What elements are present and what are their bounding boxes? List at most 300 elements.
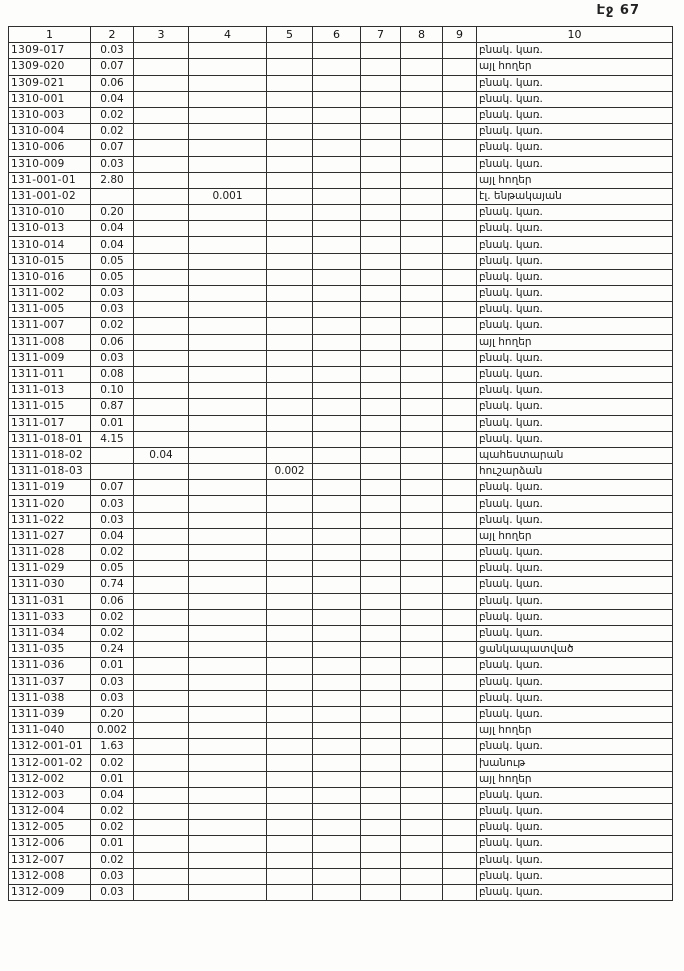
value-cell — [313, 658, 361, 674]
value-cell — [401, 464, 443, 480]
value-cell — [401, 124, 443, 140]
table-row — [9, 820, 673, 836]
value-cell — [189, 561, 267, 577]
value-cell — [134, 771, 189, 787]
value-cell: 0.06 — [91, 334, 134, 350]
value-cell — [443, 593, 477, 609]
value-cell — [267, 593, 313, 609]
table-row — [9, 836, 673, 852]
value-cell — [361, 464, 401, 480]
table-row — [9, 723, 673, 739]
value-cell — [361, 415, 401, 431]
value-cell — [401, 43, 443, 59]
value-cell — [134, 188, 189, 204]
land-use-cell: բնակ. կառ. — [477, 91, 673, 107]
table-row — [9, 561, 673, 577]
value-cell: 0.06 — [91, 593, 134, 609]
table-row — [9, 642, 673, 658]
value-cell — [189, 172, 267, 188]
parcel-code-cell: 1310-004 — [9, 124, 91, 140]
value-cell — [313, 350, 361, 366]
land-use-cell: բնակ. կառ. — [477, 512, 673, 528]
value-cell — [267, 91, 313, 107]
value-cell — [443, 269, 477, 285]
column-header: 3 — [134, 27, 189, 43]
value-cell — [134, 464, 189, 480]
value-cell: 0.03 — [91, 512, 134, 528]
value-cell — [401, 609, 443, 625]
value-cell — [267, 156, 313, 172]
value-cell — [313, 755, 361, 771]
value-cell — [189, 723, 267, 739]
value-cell — [313, 804, 361, 820]
value-cell — [189, 286, 267, 302]
value-cell — [313, 253, 361, 269]
land-use-cell: բնակ. կառ. — [477, 609, 673, 625]
value-cell — [361, 723, 401, 739]
value-cell: 0.02 — [91, 124, 134, 140]
value-cell — [267, 545, 313, 561]
value-cell — [361, 852, 401, 868]
table-row — [9, 625, 673, 641]
value-cell — [313, 787, 361, 803]
value-cell — [361, 496, 401, 512]
value-cell — [443, 771, 477, 787]
land-parcels-table — [8, 26, 673, 901]
land-use-cell: բնակ. կառ. — [477, 787, 673, 803]
land-use-cell: բնակ. կառ. — [477, 124, 673, 140]
parcel-code-cell: 1310-014 — [9, 237, 91, 253]
value-cell — [267, 237, 313, 253]
value-cell — [189, 334, 267, 350]
table-row — [9, 609, 673, 625]
parcel-code-cell: 1311-017 — [9, 415, 91, 431]
value-cell — [134, 237, 189, 253]
value-cell — [401, 399, 443, 415]
value-cell — [313, 269, 361, 285]
value-cell — [443, 884, 477, 900]
value-cell: 2.80 — [91, 172, 134, 188]
value-cell — [361, 124, 401, 140]
value-cell: 0.03 — [91, 302, 134, 318]
table-row — [9, 75, 673, 91]
parcel-code-cell: 1310-015 — [9, 253, 91, 269]
value-cell — [189, 431, 267, 447]
table-row — [9, 350, 673, 366]
table-row — [9, 334, 673, 350]
table-row — [9, 59, 673, 75]
value-cell — [361, 512, 401, 528]
value-cell — [189, 690, 267, 706]
land-use-cell: բնակ. կառ. — [477, 625, 673, 641]
value-cell — [361, 350, 401, 366]
value-cell — [443, 625, 477, 641]
parcel-code-cell: 1312-005 — [9, 820, 91, 836]
table-row — [9, 156, 673, 172]
value-cell — [443, 690, 477, 706]
table-row — [9, 577, 673, 593]
value-cell — [267, 787, 313, 803]
value-cell — [361, 447, 401, 463]
land-use-cell: պահեստարան — [477, 447, 673, 463]
value-cell — [443, 447, 477, 463]
land-use-cell: բնակ. կառ. — [477, 350, 673, 366]
value-cell — [361, 237, 401, 253]
value-cell — [401, 383, 443, 399]
land-use-cell: բնակ. կառ. — [477, 43, 673, 59]
value-cell: 0.87 — [91, 399, 134, 415]
value-cell — [267, 642, 313, 658]
value-cell — [361, 755, 401, 771]
value-cell — [443, 496, 477, 512]
value-cell — [267, 59, 313, 75]
value-cell: 0.03 — [91, 43, 134, 59]
value-cell — [443, 739, 477, 755]
table-row — [9, 107, 673, 123]
value-cell — [443, 302, 477, 318]
value-cell — [267, 188, 313, 204]
value-cell — [313, 674, 361, 690]
value-cell — [134, 755, 189, 771]
value-cell: 0.04 — [134, 447, 189, 463]
value-cell — [443, 545, 477, 561]
value-cell — [267, 577, 313, 593]
parcel-code-cell: 1311-018-02 — [9, 447, 91, 463]
value-cell — [401, 447, 443, 463]
parcel-code-cell: 1311-036 — [9, 658, 91, 674]
land-use-cell: բնակ. կառ. — [477, 739, 673, 755]
value-cell — [313, 480, 361, 496]
value-cell: 1.63 — [91, 739, 134, 755]
table-row — [9, 91, 673, 107]
value-cell — [401, 156, 443, 172]
value-cell — [313, 609, 361, 625]
parcel-code-cell: 1312-001-01 — [9, 739, 91, 755]
value-cell — [313, 771, 361, 787]
value-cell — [134, 383, 189, 399]
land-use-cell: բնակ. կառ. — [477, 706, 673, 722]
table-row — [9, 205, 673, 221]
land-use-cell: այլ հողեր — [477, 334, 673, 350]
value-cell — [443, 59, 477, 75]
value-cell — [401, 593, 443, 609]
value-cell — [361, 561, 401, 577]
value-cell — [361, 188, 401, 204]
value-cell: 0.05 — [91, 253, 134, 269]
table-row — [9, 690, 673, 706]
parcel-code-cell: 1310-009 — [9, 156, 91, 172]
column-header: 9 — [443, 27, 477, 43]
land-use-cell: բնակ. կառ. — [477, 674, 673, 690]
value-cell — [189, 706, 267, 722]
value-cell — [267, 836, 313, 852]
table-row — [9, 43, 673, 59]
value-cell — [313, 156, 361, 172]
value-cell — [443, 658, 477, 674]
value-cell: 0.07 — [91, 59, 134, 75]
value-cell — [189, 658, 267, 674]
value-cell: 0.20 — [91, 706, 134, 722]
value-cell: 0.10 — [91, 383, 134, 399]
land-use-cell: բնակ. կառ. — [477, 545, 673, 561]
value-cell — [313, 318, 361, 334]
land-use-cell: բնակ. կառ. — [477, 884, 673, 900]
value-cell — [401, 706, 443, 722]
value-cell: 0.01 — [91, 415, 134, 431]
value-cell — [443, 156, 477, 172]
table-row — [9, 221, 673, 237]
value-cell — [443, 91, 477, 107]
parcel-code-cell: 1311-009 — [9, 350, 91, 366]
value-cell — [189, 318, 267, 334]
table-row — [9, 302, 673, 318]
value-cell — [267, 674, 313, 690]
value-cell — [134, 334, 189, 350]
land-use-cell: բնակ. կառ. — [477, 658, 673, 674]
value-cell — [267, 658, 313, 674]
value-cell — [134, 269, 189, 285]
value-cell — [361, 75, 401, 91]
value-cell — [189, 642, 267, 658]
value-cell — [401, 625, 443, 641]
value-cell — [361, 609, 401, 625]
value-cell — [443, 286, 477, 302]
value-cell — [313, 75, 361, 91]
land-use-cell: բնակ. կառ. — [477, 399, 673, 415]
value-cell — [189, 577, 267, 593]
value-cell — [361, 658, 401, 674]
parcel-code-cell: 1311-034 — [9, 625, 91, 641]
value-cell: 0.03 — [91, 868, 134, 884]
value-cell — [189, 836, 267, 852]
value-cell: 0.01 — [91, 771, 134, 787]
land-use-cell: բնակ. կառ. — [477, 577, 673, 593]
parcel-code-cell: 1310-001 — [9, 91, 91, 107]
value-cell — [401, 172, 443, 188]
table-row — [9, 739, 673, 755]
parcel-code-cell: 1311-002 — [9, 286, 91, 302]
value-cell — [443, 188, 477, 204]
value-cell — [134, 399, 189, 415]
value-cell — [189, 852, 267, 868]
value-cell — [134, 205, 189, 221]
parcel-code-cell: 1311-030 — [9, 577, 91, 593]
value-cell — [443, 836, 477, 852]
table-row — [9, 366, 673, 382]
value-cell — [361, 334, 401, 350]
value-cell — [361, 253, 401, 269]
value-cell — [361, 302, 401, 318]
value-cell — [401, 771, 443, 787]
value-cell — [267, 723, 313, 739]
value-cell — [443, 253, 477, 269]
value-cell — [361, 221, 401, 237]
value-cell — [134, 43, 189, 59]
value-cell — [313, 140, 361, 156]
value-cell — [267, 43, 313, 59]
value-cell — [267, 820, 313, 836]
parcel-code-cell: 1311-035 — [9, 642, 91, 658]
value-cell — [134, 512, 189, 528]
value-cell: 0.05 — [91, 269, 134, 285]
parcel-code-cell: 1310-010 — [9, 205, 91, 221]
value-cell — [313, 366, 361, 382]
parcel-code-cell: 1312-001-02 — [9, 755, 91, 771]
value-cell — [313, 399, 361, 415]
value-cell — [134, 496, 189, 512]
value-cell — [401, 302, 443, 318]
value-cell — [267, 221, 313, 237]
parcel-code-cell: 131-001-02 — [9, 188, 91, 204]
value-cell — [401, 140, 443, 156]
table-row — [9, 188, 673, 204]
value-cell: 0.02 — [91, 755, 134, 771]
value-cell — [189, 205, 267, 221]
parcel-code-cell: 1309-017 — [9, 43, 91, 59]
parcel-code-cell: 1312-004 — [9, 804, 91, 820]
column-header: 8 — [401, 27, 443, 43]
parcel-code-cell: 1311-011 — [9, 366, 91, 382]
parcel-code-cell: 1311-037 — [9, 674, 91, 690]
land-use-cell: բնակ. կառ. — [477, 480, 673, 496]
value-cell — [267, 172, 313, 188]
value-cell — [443, 205, 477, 221]
value-cell — [189, 593, 267, 609]
value-cell — [401, 755, 443, 771]
land-use-cell: բնակ. կառ. — [477, 852, 673, 868]
value-cell — [443, 674, 477, 690]
value-cell: 0.08 — [91, 366, 134, 382]
value-cell — [267, 496, 313, 512]
parcel-code-cell: 1312-003 — [9, 787, 91, 803]
value-cell — [313, 593, 361, 609]
value-cell — [189, 350, 267, 366]
value-cell — [401, 221, 443, 237]
value-cell — [267, 447, 313, 463]
column-header: 7 — [361, 27, 401, 43]
value-cell — [189, 868, 267, 884]
table-row — [9, 593, 673, 609]
value-cell — [361, 593, 401, 609]
value-cell — [134, 107, 189, 123]
parcel-code-cell: 1309-020 — [9, 59, 91, 75]
value-cell — [401, 350, 443, 366]
value-cell: 0.03 — [91, 350, 134, 366]
value-cell — [401, 528, 443, 544]
value-cell — [401, 787, 443, 803]
parcel-code-cell: 1311-039 — [9, 706, 91, 722]
value-cell — [361, 107, 401, 123]
value-cell — [267, 286, 313, 302]
value-cell — [267, 334, 313, 350]
value-cell — [361, 771, 401, 787]
value-cell — [134, 286, 189, 302]
value-cell: 0.03 — [91, 156, 134, 172]
value-cell — [267, 528, 313, 544]
value-cell — [361, 787, 401, 803]
land-use-cell: բնակ. կառ. — [477, 269, 673, 285]
table-row — [9, 674, 673, 690]
value-cell — [267, 350, 313, 366]
parcel-code-cell: 1310-003 — [9, 107, 91, 123]
value-cell — [401, 690, 443, 706]
column-header: 1 — [9, 27, 91, 43]
table-row — [9, 658, 673, 674]
value-cell — [189, 156, 267, 172]
parcel-code-cell: 131-001-01 — [9, 172, 91, 188]
value-cell — [401, 642, 443, 658]
value-cell — [313, 43, 361, 59]
value-cell — [267, 302, 313, 318]
value-cell: 0.02 — [91, 609, 134, 625]
parcel-code-cell: 1311-019 — [9, 480, 91, 496]
value-cell — [189, 75, 267, 91]
land-use-cell: բնակ. կառ. — [477, 690, 673, 706]
parcel-code-cell: 1312-002 — [9, 771, 91, 787]
land-use-cell: բնակ. կառ. — [477, 237, 673, 253]
value-cell — [189, 237, 267, 253]
value-cell — [401, 188, 443, 204]
value-cell — [189, 383, 267, 399]
value-cell — [443, 512, 477, 528]
value-cell — [267, 318, 313, 334]
value-cell — [313, 884, 361, 900]
parcel-code-cell: 1311-018-03 — [9, 464, 91, 480]
value-cell — [443, 820, 477, 836]
value-cell — [91, 464, 134, 480]
value-cell — [361, 318, 401, 334]
land-use-cell: խանութ — [477, 755, 673, 771]
value-cell — [313, 447, 361, 463]
value-cell — [361, 739, 401, 755]
land-use-cell: բնակ. կառ. — [477, 318, 673, 334]
value-cell — [361, 545, 401, 561]
table-row — [9, 447, 673, 463]
land-use-cell: այլ հողեր — [477, 59, 673, 75]
value-cell — [134, 75, 189, 91]
value-cell — [189, 528, 267, 544]
value-cell: 0.20 — [91, 205, 134, 221]
value-cell — [267, 366, 313, 382]
value-cell — [134, 124, 189, 140]
value-cell — [134, 156, 189, 172]
land-use-cell: բնակ. կառ. — [477, 156, 673, 172]
value-cell — [401, 205, 443, 221]
land-use-cell: բնակ. կառ. — [477, 836, 673, 852]
value-cell: 0.02 — [91, 625, 134, 641]
value-cell — [189, 625, 267, 641]
value-cell — [313, 59, 361, 75]
value-cell — [401, 318, 443, 334]
value-cell — [443, 431, 477, 447]
value-cell — [361, 286, 401, 302]
column-header: 10 — [477, 27, 673, 43]
table-row — [9, 787, 673, 803]
parcel-code-cell: 1312-006 — [9, 836, 91, 852]
parcel-code-cell: 1311-040 — [9, 723, 91, 739]
value-cell — [267, 512, 313, 528]
value-cell — [189, 140, 267, 156]
table-row — [9, 318, 673, 334]
value-cell — [443, 75, 477, 91]
value-cell: 0.002 — [267, 464, 313, 480]
table-row — [9, 496, 673, 512]
value-cell — [443, 124, 477, 140]
value-cell — [401, 366, 443, 382]
value-cell — [361, 43, 401, 59]
page-number-label: Էջ 67 — [596, 3, 640, 18]
value-cell — [267, 852, 313, 868]
